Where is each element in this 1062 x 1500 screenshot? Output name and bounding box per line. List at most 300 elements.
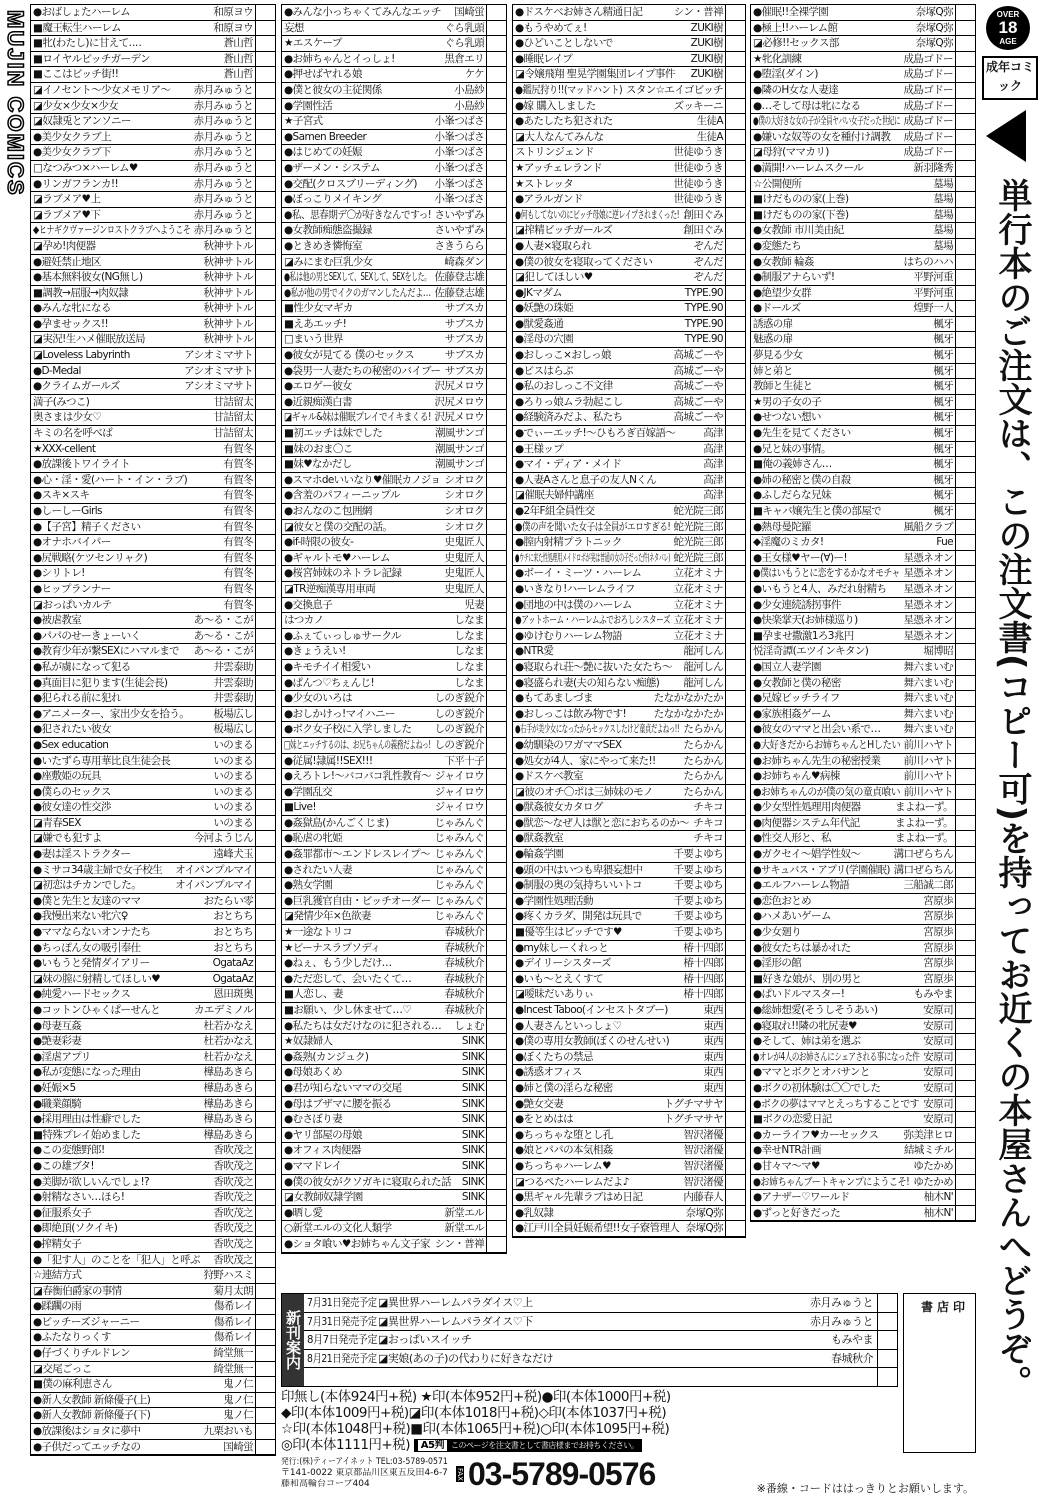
order-checkbox[interactable]	[725, 551, 745, 566]
order-checkbox[interactable]	[255, 67, 275, 82]
order-checkbox[interactable]	[255, 301, 275, 316]
order-checkbox[interactable]	[955, 395, 975, 410]
order-checkbox[interactable]	[725, 223, 745, 238]
order-checkbox[interactable]	[725, 286, 745, 301]
order-checkbox[interactable]	[255, 270, 275, 285]
order-checkbox[interactable]	[255, 660, 275, 675]
order-checkbox[interactable]	[955, 738, 975, 753]
order-checkbox[interactable]	[725, 145, 745, 160]
order-checkbox[interactable]	[955, 566, 975, 581]
order-checkbox[interactable]	[955, 1175, 975, 1190]
order-checkbox[interactable]	[955, 816, 975, 831]
order-checkbox[interactable]	[486, 177, 506, 192]
order-checkbox[interactable]	[255, 1346, 275, 1361]
order-checkbox[interactable]	[486, 1003, 506, 1018]
order-checkbox[interactable]	[725, 1221, 745, 1236]
order-checkbox[interactable]	[725, 301, 745, 316]
order-checkbox[interactable]	[255, 754, 275, 769]
order-checkbox[interactable]	[255, 769, 275, 784]
order-checkbox[interactable]	[486, 130, 506, 145]
order-checkbox[interactable]	[955, 410, 975, 425]
order-checkbox[interactable]	[486, 1128, 506, 1143]
order-checkbox[interactable]	[255, 192, 275, 207]
order-checkbox[interactable]	[725, 317, 745, 332]
order-checkbox[interactable]	[955, 301, 975, 316]
order-checkbox[interactable]	[255, 816, 275, 831]
order-checkbox[interactable]	[486, 535, 506, 550]
order-checkbox[interactable]	[255, 1050, 275, 1065]
order-checkbox[interactable]	[255, 1065, 275, 1080]
order-checkbox[interactable]	[955, 1097, 975, 1112]
order-checkbox[interactable]	[955, 21, 975, 36]
order-checkbox[interactable]	[955, 208, 975, 223]
order-checkbox[interactable]	[255, 1440, 275, 1455]
order-checkbox[interactable]	[255, 379, 275, 394]
order-checkbox[interactable]	[486, 629, 506, 644]
order-checkbox[interactable]	[255, 1237, 275, 1252]
order-checkbox[interactable]	[255, 114, 275, 129]
order-checkbox[interactable]	[955, 769, 975, 784]
order-checkbox[interactable]	[486, 99, 506, 114]
order-checkbox[interactable]	[255, 5, 275, 20]
order-checkbox[interactable]	[725, 909, 745, 924]
order-checkbox[interactable]	[725, 629, 745, 644]
order-checkbox[interactable]	[255, 208, 275, 223]
order-checkbox[interactable]	[486, 816, 506, 831]
order-checkbox[interactable]	[955, 67, 975, 82]
order-checkbox[interactable]	[486, 754, 506, 769]
order-checkbox[interactable]	[955, 5, 975, 20]
order-checkbox[interactable]	[255, 36, 275, 51]
order-checkbox[interactable]	[486, 410, 506, 425]
order-checkbox[interactable]	[486, 909, 506, 924]
order-checkbox[interactable]	[486, 1159, 506, 1174]
order-checkbox[interactable]	[955, 1190, 975, 1205]
order-checkbox[interactable]	[255, 1253, 275, 1268]
order-checkbox[interactable]	[725, 535, 745, 550]
order-checkbox[interactable]	[955, 754, 975, 769]
order-checkbox[interactable]	[486, 660, 506, 675]
order-checkbox[interactable]	[725, 1143, 745, 1158]
order-checkbox[interactable]	[955, 130, 975, 145]
order-checkbox[interactable]	[955, 1081, 975, 1096]
order-checkbox[interactable]	[486, 1081, 506, 1096]
order-checkbox[interactable]	[725, 956, 745, 971]
order-checkbox[interactable]	[486, 114, 506, 129]
order-checkbox[interactable]	[955, 909, 975, 924]
order-checkbox[interactable]	[486, 520, 506, 535]
shop-stamp-box[interactable]	[903, 1293, 976, 1453]
order-checkbox[interactable]	[955, 52, 975, 67]
order-checkbox[interactable]	[255, 1159, 275, 1174]
order-checkbox[interactable]	[486, 36, 506, 51]
order-checkbox[interactable]	[955, 1003, 975, 1018]
order-checkbox[interactable]	[486, 488, 506, 503]
order-checkbox[interactable]	[255, 473, 275, 488]
order-checkbox[interactable]	[725, 410, 745, 425]
order-checkbox[interactable]	[486, 364, 506, 379]
order-checkbox[interactable]	[955, 239, 975, 254]
order-checkbox[interactable]	[486, 613, 506, 628]
order-checkbox[interactable]	[725, 473, 745, 488]
order-checkbox[interactable]	[255, 99, 275, 114]
order-checkbox[interactable]	[955, 36, 975, 51]
order-checkbox[interactable]	[955, 145, 975, 160]
order-checkbox[interactable]	[955, 348, 975, 363]
order-checkbox[interactable]	[255, 1019, 275, 1034]
order-checkbox[interactable]	[955, 1159, 975, 1174]
order-checkbox[interactable]	[725, 442, 745, 457]
order-checkbox[interactable]	[725, 1206, 745, 1221]
order-checkbox[interactable]	[255, 972, 275, 987]
order-checkbox[interactable]	[486, 286, 506, 301]
order-checkbox[interactable]	[955, 941, 975, 956]
order-checkbox[interactable]	[486, 301, 506, 316]
order-checkbox[interactable]	[955, 878, 975, 893]
order-checkbox[interactable]	[255, 722, 275, 737]
order-checkbox[interactable]	[255, 1268, 275, 1283]
order-checkbox[interactable]	[486, 239, 506, 254]
order-checkbox[interactable]	[486, 5, 506, 20]
order-checkbox[interactable]	[486, 379, 506, 394]
order-checkbox[interactable]	[725, 598, 745, 613]
order-checkbox[interactable]	[725, 192, 745, 207]
order-checkbox[interactable]	[255, 255, 275, 270]
order-checkbox[interactable]	[955, 83, 975, 98]
order-checkbox[interactable]	[486, 551, 506, 566]
order-checkbox[interactable]	[255, 831, 275, 846]
order-checkbox[interactable]	[725, 21, 745, 36]
order-checkbox[interactable]	[725, 99, 745, 114]
order-checkbox[interactable]	[255, 629, 275, 644]
order-checkbox[interactable]	[955, 1034, 975, 1049]
order-checkbox[interactable]	[486, 442, 506, 457]
order-checkbox[interactable]	[725, 1034, 745, 1049]
order-checkbox[interactable]	[486, 1097, 506, 1112]
order-checkbox[interactable]	[725, 925, 745, 940]
order-checkbox[interactable]	[725, 644, 745, 659]
order-checkbox[interactable]	[486, 1237, 506, 1252]
order-checkbox[interactable]	[486, 83, 506, 98]
order-checkbox[interactable]	[255, 1175, 275, 1190]
order-checkbox[interactable]	[255, 613, 275, 628]
order-checkbox[interactable]	[486, 894, 506, 909]
order-checkbox[interactable]	[486, 1190, 506, 1205]
order-checkbox[interactable]	[725, 1081, 745, 1096]
order-checkbox[interactable]	[255, 1424, 275, 1439]
order-checkbox[interactable]	[486, 644, 506, 659]
order-checkbox[interactable]	[725, 426, 745, 441]
order-checkbox[interactable]	[255, 1284, 275, 1299]
order-checkbox[interactable]	[725, 239, 745, 254]
order-checkbox[interactable]	[486, 1034, 506, 1049]
order-checkbox[interactable]	[255, 1408, 275, 1423]
order-checkbox[interactable]	[486, 582, 506, 597]
order-checkbox[interactable]	[255, 332, 275, 347]
order-checkbox[interactable]	[955, 1206, 975, 1221]
order-checkbox[interactable]	[955, 613, 975, 628]
order-checkbox[interactable]	[955, 488, 975, 503]
order-checkbox[interactable]	[955, 925, 975, 940]
order-checkbox[interactable]	[955, 317, 975, 332]
order-checkbox[interactable]	[725, 613, 745, 628]
order-checkbox[interactable]	[955, 551, 975, 566]
order-checkbox[interactable]	[725, 831, 745, 846]
order-checkbox[interactable]	[725, 395, 745, 410]
order-checkbox[interactable]	[725, 1097, 745, 1112]
order-checkbox[interactable]	[255, 800, 275, 815]
order-checkbox[interactable]	[955, 255, 975, 270]
order-checkbox[interactable]	[725, 878, 745, 893]
order-checkbox[interactable]	[255, 1221, 275, 1236]
order-checkbox[interactable]	[955, 598, 975, 613]
order-checkbox[interactable]	[486, 800, 506, 815]
order-checkbox[interactable]	[255, 1003, 275, 1018]
order-checkbox[interactable]	[955, 987, 975, 1002]
order-checkbox[interactable]	[255, 410, 275, 425]
order-checkbox[interactable]	[725, 676, 745, 691]
order-checkbox[interactable]	[255, 941, 275, 956]
order-checkbox[interactable]	[255, 847, 275, 862]
order-checkbox[interactable]	[486, 1143, 506, 1158]
order-checkbox[interactable]	[486, 722, 506, 737]
order-checkbox[interactable]	[255, 83, 275, 98]
order-checkbox[interactable]	[955, 722, 975, 737]
order-checkbox[interactable]	[486, 769, 506, 784]
order-checkbox[interactable]	[486, 785, 506, 800]
order-checkbox[interactable]	[725, 520, 745, 535]
order-checkbox[interactable]	[486, 707, 506, 722]
order-checkbox[interactable]	[725, 894, 745, 909]
order-checkbox[interactable]	[725, 114, 745, 129]
order-checkbox[interactable]	[955, 863, 975, 878]
order-checkbox[interactable]	[955, 956, 975, 971]
order-checkbox[interactable]	[486, 473, 506, 488]
order-checkbox[interactable]	[255, 504, 275, 519]
order-checkbox[interactable]	[725, 1175, 745, 1190]
order-checkbox[interactable]	[486, 598, 506, 613]
order-checkbox[interactable]	[877, 1368, 897, 1387]
order-checkbox[interactable]	[725, 847, 745, 862]
order-checkbox[interactable]	[725, 816, 745, 831]
order-checkbox[interactable]	[255, 1128, 275, 1143]
order-checkbox[interactable]	[955, 379, 975, 394]
order-checkbox[interactable]	[725, 5, 745, 20]
order-checkbox[interactable]	[255, 1206, 275, 1221]
order-checkbox[interactable]	[725, 800, 745, 815]
order-checkbox[interactable]	[725, 130, 745, 145]
order-checkbox[interactable]	[725, 972, 745, 987]
order-checkbox[interactable]	[955, 1065, 975, 1080]
order-checkbox[interactable]	[486, 317, 506, 332]
order-checkbox[interactable]	[486, 145, 506, 160]
order-checkbox[interactable]	[955, 426, 975, 441]
order-checkbox[interactable]	[486, 987, 506, 1002]
order-checkbox[interactable]	[255, 1299, 275, 1314]
order-checkbox[interactable]	[725, 738, 745, 753]
order-checkbox[interactable]	[255, 457, 275, 472]
order-checkbox[interactable]	[877, 1313, 897, 1331]
order-checkbox[interactable]	[955, 177, 975, 192]
order-checkbox[interactable]	[255, 1081, 275, 1096]
order-checkbox[interactable]	[725, 722, 745, 737]
order-checkbox[interactable]	[955, 660, 975, 675]
order-checkbox[interactable]	[255, 551, 275, 566]
order-checkbox[interactable]	[486, 925, 506, 940]
order-checkbox[interactable]	[955, 520, 975, 535]
order-checkbox[interactable]	[725, 364, 745, 379]
order-checkbox[interactable]	[255, 426, 275, 441]
order-checkbox[interactable]	[725, 255, 745, 270]
order-checkbox[interactable]	[255, 317, 275, 332]
order-checkbox[interactable]	[955, 847, 975, 862]
order-checkbox[interactable]	[255, 286, 275, 301]
order-checkbox[interactable]	[725, 36, 745, 51]
order-checkbox[interactable]	[255, 145, 275, 160]
order-checkbox[interactable]	[255, 364, 275, 379]
order-checkbox[interactable]	[955, 831, 975, 846]
order-checkbox[interactable]	[486, 161, 506, 176]
order-checkbox[interactable]	[877, 1331, 897, 1349]
order-checkbox[interactable]	[955, 332, 975, 347]
order-checkbox[interactable]	[955, 457, 975, 472]
order-checkbox[interactable]	[486, 1206, 506, 1221]
order-checkbox[interactable]	[255, 566, 275, 581]
order-checkbox[interactable]	[955, 1143, 975, 1158]
order-checkbox[interactable]	[255, 863, 275, 878]
order-checkbox[interactable]	[955, 161, 975, 176]
order-checkbox[interactable]	[486, 270, 506, 285]
order-checkbox[interactable]	[255, 925, 275, 940]
order-checkbox[interactable]	[486, 1050, 506, 1065]
order-checkbox[interactable]	[955, 707, 975, 722]
order-checkbox[interactable]	[725, 941, 745, 956]
order-checkbox[interactable]	[486, 847, 506, 862]
order-checkbox[interactable]	[486, 941, 506, 956]
order-checkbox[interactable]	[486, 255, 506, 270]
order-checkbox[interactable]	[486, 878, 506, 893]
order-checkbox[interactable]	[255, 598, 275, 613]
order-checkbox[interactable]	[486, 67, 506, 82]
order-checkbox[interactable]	[486, 691, 506, 706]
order-checkbox[interactable]	[255, 177, 275, 192]
order-checkbox[interactable]	[486, 504, 506, 519]
order-checkbox[interactable]	[255, 488, 275, 503]
order-checkbox[interactable]	[255, 956, 275, 971]
order-checkbox[interactable]	[486, 831, 506, 846]
order-checkbox[interactable]	[955, 1050, 975, 1065]
order-checkbox[interactable]	[725, 379, 745, 394]
order-checkbox[interactable]	[725, 785, 745, 800]
order-checkbox[interactable]	[955, 691, 975, 706]
order-checkbox[interactable]	[725, 754, 745, 769]
order-checkbox[interactable]	[725, 488, 745, 503]
order-checkbox[interactable]	[255, 1112, 275, 1127]
order-checkbox[interactable]	[255, 52, 275, 67]
order-checkbox[interactable]	[955, 473, 975, 488]
order-checkbox[interactable]	[725, 1159, 745, 1174]
order-checkbox[interactable]	[725, 769, 745, 784]
order-checkbox[interactable]	[725, 1128, 745, 1143]
order-checkbox[interactable]	[486, 956, 506, 971]
order-checkbox[interactable]	[255, 738, 275, 753]
order-checkbox[interactable]	[255, 1377, 275, 1392]
order-checkbox[interactable]	[725, 504, 745, 519]
order-checkbox[interactable]	[486, 863, 506, 878]
order-checkbox[interactable]	[486, 1065, 506, 1080]
order-checkbox[interactable]	[255, 1393, 275, 1408]
order-checkbox[interactable]	[725, 270, 745, 285]
order-checkbox[interactable]	[955, 629, 975, 644]
order-checkbox[interactable]	[486, 192, 506, 207]
order-checkbox[interactable]	[955, 535, 975, 550]
order-checkbox[interactable]	[725, 1050, 745, 1065]
order-checkbox[interactable]	[255, 1362, 275, 1377]
order-checkbox[interactable]	[877, 1294, 897, 1312]
order-checkbox[interactable]	[725, 67, 745, 82]
order-checkbox[interactable]	[955, 582, 975, 597]
order-checkbox[interactable]	[955, 1128, 975, 1143]
order-checkbox[interactable]	[877, 1350, 897, 1368]
order-checkbox[interactable]	[725, 1003, 745, 1018]
order-checkbox[interactable]	[255, 909, 275, 924]
order-checkbox[interactable]	[486, 348, 506, 363]
order-checkbox[interactable]	[255, 1143, 275, 1158]
order-checkbox[interactable]	[725, 332, 745, 347]
order-checkbox[interactable]	[486, 426, 506, 441]
order-checkbox[interactable]	[725, 1112, 745, 1127]
order-checkbox[interactable]	[725, 566, 745, 581]
order-checkbox[interactable]	[725, 83, 745, 98]
order-checkbox[interactable]	[955, 1019, 975, 1034]
order-checkbox[interactable]	[486, 972, 506, 987]
order-checkbox[interactable]	[255, 1097, 275, 1112]
order-checkbox[interactable]	[255, 1034, 275, 1049]
order-checkbox[interactable]	[955, 894, 975, 909]
order-checkbox[interactable]	[255, 894, 275, 909]
order-checkbox[interactable]	[486, 1019, 506, 1034]
order-checkbox[interactable]	[955, 286, 975, 301]
order-checkbox[interactable]	[955, 114, 975, 129]
order-checkbox[interactable]	[725, 582, 745, 597]
order-checkbox[interactable]	[255, 582, 275, 597]
order-checkbox[interactable]	[255, 130, 275, 145]
order-checkbox[interactable]	[255, 239, 275, 254]
order-checkbox[interactable]	[955, 785, 975, 800]
order-checkbox[interactable]	[255, 520, 275, 535]
order-checkbox[interactable]	[725, 1190, 745, 1205]
order-checkbox[interactable]	[725, 348, 745, 363]
order-checkbox[interactable]	[255, 223, 275, 238]
order-checkbox[interactable]	[255, 535, 275, 550]
order-checkbox[interactable]	[725, 863, 745, 878]
order-checkbox[interactable]	[486, 1112, 506, 1127]
order-checkbox[interactable]	[255, 691, 275, 706]
order-checkbox[interactable]	[955, 99, 975, 114]
order-checkbox[interactable]	[255, 161, 275, 176]
order-checkbox[interactable]	[955, 676, 975, 691]
order-checkbox[interactable]	[725, 208, 745, 223]
order-checkbox[interactable]	[486, 1175, 506, 1190]
order-checkbox[interactable]	[725, 457, 745, 472]
order-checkbox[interactable]	[725, 1065, 745, 1080]
order-checkbox[interactable]	[486, 21, 506, 36]
order-checkbox[interactable]	[486, 395, 506, 410]
order-checkbox[interactable]	[955, 1112, 975, 1127]
order-checkbox[interactable]	[255, 1330, 275, 1345]
order-checkbox[interactable]	[486, 566, 506, 581]
order-checkbox[interactable]	[486, 1221, 506, 1236]
